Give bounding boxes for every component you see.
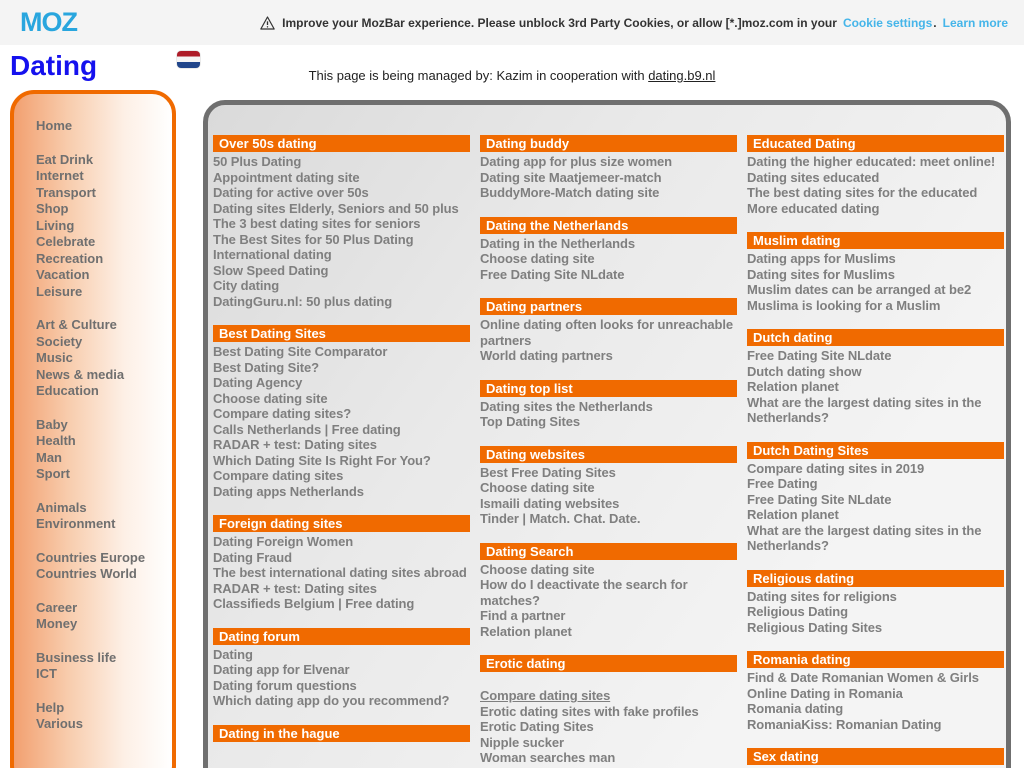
link-item[interactable]: Compare dating sites in 2019 [747,460,925,476]
sidebar-item-health[interactable]: Health [36,433,76,448]
section-header: Dating top list [480,380,737,397]
link-item[interactable]: City dating [213,278,280,293]
link-item[interactable]: The 3 best dating sites for seniors [213,216,421,231]
netherlands-flag-icon [177,51,200,68]
sidebar-item-news-media[interactable]: News & media [36,366,125,382]
link-item[interactable]: Muslima is looking for a Muslim [747,297,941,313]
link-item[interactable]: Calls Netherlands | Free dating [213,421,401,437]
section-header: Dating in the hague [213,725,470,742]
section-header: Dating partners [480,298,737,315]
link-item[interactable]: RADAR + test: Dating sites [213,580,377,596]
link-item[interactable]: Dating sites for Muslims [747,266,895,282]
section-header: Dating buddy [480,135,737,152]
link-item[interactable]: Free Dating Site NLdate [480,266,625,282]
link-item[interactable]: Dating [213,646,253,662]
link-item[interactable]: Online dating often looks for unreachable partners [480,317,734,348]
link-item[interactable]: RomaniaKiss: Romanian Dating [747,716,942,732]
moz-logo[interactable]: MOZ [20,7,77,37]
notice-text: Improve your MozBar experience. Please unblock 3rd Party Cookies, or allow [*.]moz.com in your [282,15,837,30]
link-item[interactable]: Relation planet [747,379,839,394]
link-item[interactable]: Free Dating Site NLdate [747,491,892,507]
section-header: Dating Search [480,543,737,560]
section-header: Romania dating [747,651,1004,668]
section-dutch-dating [747,329,1004,426]
sidebar-group [36,152,168,301]
sidebar-group [36,118,168,135]
link-item[interactable]: Dutch dating show [747,363,862,379]
section-header: Best Dating Sites [213,325,470,342]
link-item[interactable]: Best Dating Site Comparator [213,344,388,359]
sidebar-item-countries-world[interactable]: Countries World [36,566,137,581]
section-header: Dutch Dating Sites [747,442,1004,459]
sidebar-item-society[interactable]: Society [36,333,83,349]
section-dating-the-netherlands [480,217,737,283]
link-item[interactable]: Relation planet [747,507,839,522]
section-dating-search [480,543,737,640]
sidebar-item-money[interactable]: Money [36,616,78,631]
sidebar-group [36,700,168,733]
managed-by-line [0,68,1024,83]
section-header: Religious dating [747,570,1004,587]
link-item[interactable]: Erotic dating sites with fake profiles [480,703,699,719]
sidebar-item-ict[interactable]: ICT [36,666,57,681]
sidebar-item-recreation[interactable]: Recreation [36,250,104,266]
sidebar-item-man[interactable]: Man [36,449,62,465]
link-item[interactable]: What are the largest dating sites in the Netherlands? [747,522,982,553]
link-item[interactable]: DatingGuru.nl: 50 plus dating [213,293,393,309]
column-2 [480,135,737,768]
link-item[interactable]: 50 Plus Dating [213,154,302,169]
section-header: Muslim dating [747,232,1004,249]
sidebar-item-leisure[interactable]: Leisure [36,283,83,299]
link-item[interactable]: More educated dating [747,200,880,216]
section-dating-in-the-hague [213,725,470,742]
section-header: Dating the Netherlands [480,217,737,234]
link-item[interactable]: Choose dating site [213,390,328,406]
sidebar-group [36,317,168,400]
link-item[interactable]: Choose dating site [480,480,595,495]
section-educated-dating [747,135,1004,216]
link-item[interactable]: Dating forum questions [213,677,357,693]
sidebar-group [36,417,168,483]
section-header: Educated Dating [747,135,1004,152]
warning-icon [259,15,276,31]
link-item[interactable]: The best dating sites for the educated [747,185,978,200]
sidebar-group [36,550,168,583]
sidebar-group [36,600,168,633]
sidebar-item-music[interactable]: Music [36,350,73,365]
sidebar-item-art-culture[interactable]: Art & Culture [36,317,117,332]
link-item[interactable]: Choose dating site [480,561,595,577]
sidebar-item-shop[interactable]: Shop [36,201,69,216]
sidebar-item-internet[interactable]: Internet [36,168,84,183]
section-header: Erotic dating [480,655,737,672]
link-item[interactable]: The best international dating sites abroad [213,565,467,580]
sidebar-item-help[interactable]: Help [36,699,65,715]
link-item[interactable]: RADAR + test: Dating sites [213,437,377,452]
sidebar-item-education[interactable]: Education [36,383,99,398]
link-item[interactable]: Dating Fraud [213,549,292,565]
link-item[interactable]: Slow Speed Dating [213,262,329,278]
link-item[interactable]: World dating partners [480,348,613,363]
link-item[interactable]: Relation planet [480,623,572,639]
section-dating-partners [480,298,737,364]
section-dating-top-list [480,380,737,430]
link-item[interactable]: Dating in the Netherlands [480,235,635,251]
section-dating-buddy [480,135,737,201]
section-romania-dating [747,651,1004,732]
section-header: Dating websites [480,446,737,463]
link-item[interactable]: Choose dating site [480,251,595,266]
section-dutch-dating-sites [747,442,1004,554]
link-item[interactable]: BuddyMore-Match dating site [480,185,660,200]
link-item[interactable]: Dating for active over 50s [213,185,369,200]
column-1 [213,135,470,768]
link-item[interactable]: Free Dating [747,476,818,491]
sidebar-item-celebrate[interactable]: Celebrate [36,234,96,249]
sidebar-group [36,500,168,533]
link-item[interactable]: Dating the higher educated: meet online! [747,154,996,169]
section-muslim-dating [747,232,1004,313]
section-best-dating-sites [213,325,470,499]
link-item[interactable]: Dating site Maatjemeer-match [480,169,662,185]
sidebar-item-sport[interactable]: Sport [36,466,70,481]
sidebar-item-eat-drink[interactable]: Eat Drink [36,151,94,167]
column-3 [747,135,1004,768]
link-item[interactable]: Classifieds Belgium | Free dating [213,596,415,611]
sidebar-item-business-life[interactable]: Business life [36,649,117,665]
managed-by-link[interactable]: dating.b9.nl [648,68,716,83]
link-item[interactable]: Religious Dating Sites [747,619,883,635]
link-item[interactable]: Dating Agency [213,375,303,390]
link-item[interactable]: Best Free Dating Sites [480,464,616,480]
sidebar [10,90,176,768]
section-header: Dating forum [213,628,470,645]
sidebar-item-countries-europe[interactable]: Countries Europe [36,549,146,565]
link-item[interactable]: Which dating app do you recommend? [213,693,450,708]
learn-more-link[interactable]: Learn more [942,15,1008,30]
section-over-50s-dating [213,135,470,309]
link-item[interactable]: Dating Foreign Women [213,534,354,549]
sidebar-item-living[interactable]: Living [36,217,75,233]
link-columns [208,105,1006,768]
notice-dot: . [933,15,937,30]
link-item[interactable]: The Best Sites for 50 Plus Dating [213,231,414,247]
link-item[interactable]: Religious Dating [747,604,848,619]
link-item[interactable]: Erotic Dating Sites [480,719,594,734]
link-item[interactable]: Find a partner [480,608,566,623]
link-item[interactable]: Which Dating Site Is Right For You? [213,452,431,468]
link-item[interactable]: Dating sites for religions [747,588,897,604]
link-item[interactable]: What are the largest dating sites in the Netherlands? [747,394,982,425]
section-religious-dating [747,570,1004,636]
link-item[interactable]: Woman searches man [480,750,616,765]
managed-by-text: This page is being managed by: Kazim in cooperation with [308,68,649,83]
sidebar-items [14,94,172,733]
link-item[interactable]: How do I deactivate the search for matches? [480,577,688,608]
cookie-settings-link[interactable]: Cookie settings [842,15,933,30]
cookie-notice [259,0,1008,45]
section-foreign-dating-sites [213,515,470,612]
sidebar-item-career[interactable]: Career [36,599,78,615]
sidebar-item-various[interactable]: Various [36,716,83,731]
top-bar [0,0,1024,45]
link-item[interactable]: Nipple sucker [480,734,564,750]
link-item[interactable]: Dating sites the Netherlands [480,398,653,414]
section-header: Sex dating [747,748,1004,765]
section-header: Over 50s dating [213,135,470,152]
link-item[interactable]: Muslim dates can be arranged at be2 [747,282,972,297]
sidebar-group [36,650,168,683]
link-item[interactable]: Online Dating in Romania [747,685,903,701]
link-item[interactable]: Compare dating sites [213,468,344,483]
sidebar-item-animals[interactable]: Animals [36,499,87,515]
link-item[interactable]: Appointment dating site [213,169,360,185]
link-item[interactable]: Dating apps for Muslims [747,251,896,266]
section-dating-websites [480,446,737,527]
link-item[interactable]: Free Dating Site NLdate [747,348,892,363]
link-item[interactable]: Tinder | Match. Chat. Date. [480,511,641,526]
link-item[interactable]: Ismaili dating websites [480,495,620,511]
section-header: Dutch dating [747,329,1004,346]
page-title: Dating [10,50,98,81]
link-item[interactable]: Dating sites educated [747,169,880,185]
sidebar-item-home[interactable]: Home [36,118,73,133]
link-item[interactable]: Find & Date Romanian Women & Girls [747,670,979,685]
sidebar-item-baby[interactable]: Baby [36,416,68,432]
link-item[interactable]: Dating app for Elvenar [213,662,350,677]
sidebar-item-transport[interactable]: Transport [36,184,96,200]
section-dating-forum [213,628,470,709]
link-item[interactable]: International dating [213,247,332,262]
section-header: Foreign dating sites [213,515,470,532]
link-item[interactable]: Dating apps Netherlands [213,483,364,499]
link-item[interactable]: Compare dating sites? [213,406,352,421]
link-item[interactable]: Dating app for plus size women [480,154,673,169]
link-item[interactable]: Romania dating [747,701,844,716]
sidebar-item-environment[interactable]: Environment [36,516,116,531]
section-erotic-dating [480,655,737,766]
link-item[interactable]: Compare dating sites [480,688,611,703]
link-item[interactable]: Best Dating Site? [213,359,319,375]
section-sex-dating [747,748,1004,765]
sidebar-item-vacation[interactable]: Vacation [36,267,90,282]
link-item[interactable]: Dating sites Elderly, Seniors and 50 plus [213,200,459,216]
main-panel [203,100,1011,768]
link-item[interactable]: Top Dating Sites [480,414,580,429]
